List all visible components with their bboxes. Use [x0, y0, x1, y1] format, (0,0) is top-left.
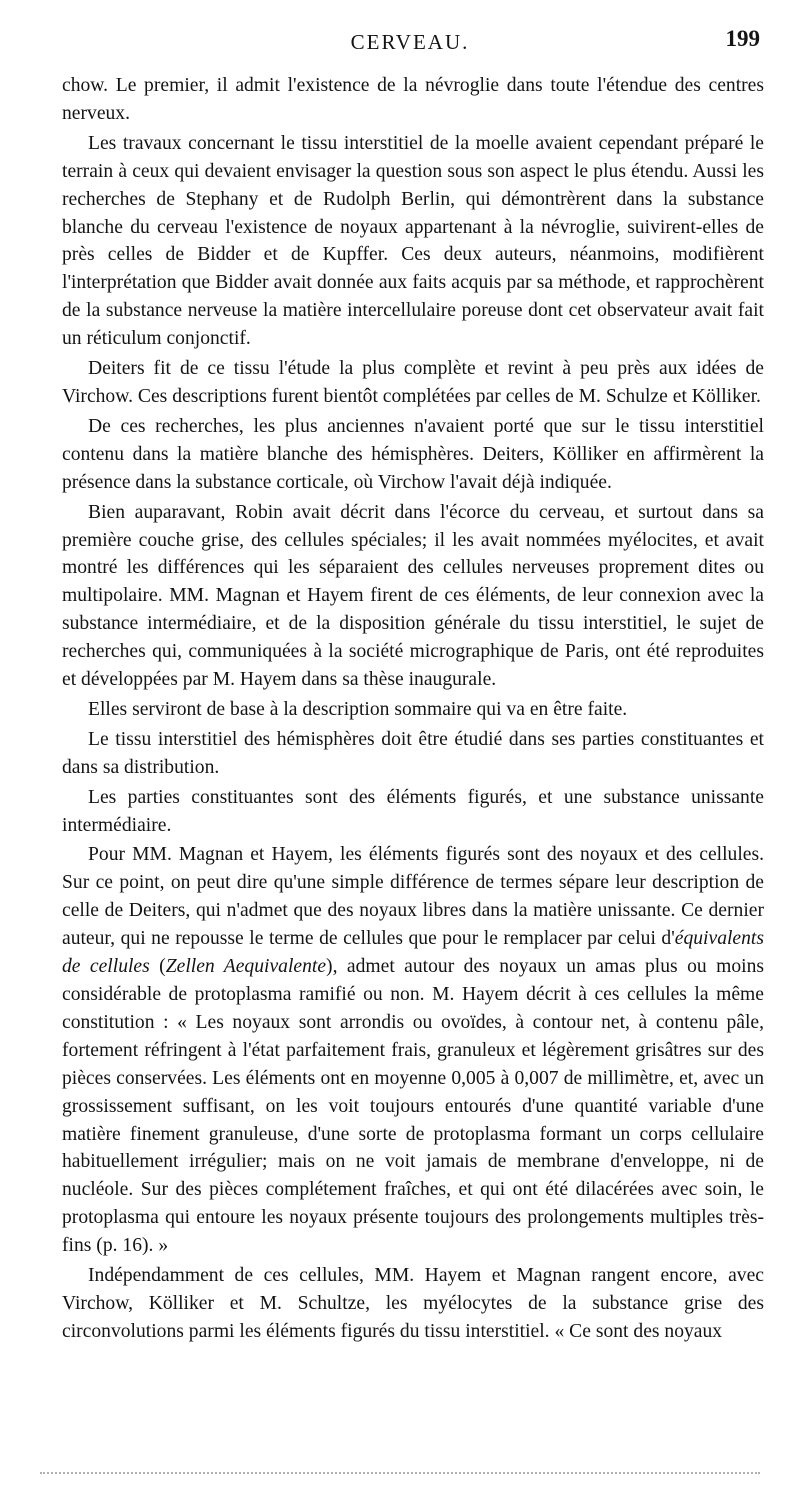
running-title: CERVEAU. — [350, 30, 470, 54]
paragraph-white-matter: De ces recherches, les plus anciennes n'avaient porté que sur le tissu interstitiel contenu dans la matière blanche des hémisphères. Deiters, Kölliker en affirmèrent la présence dans la substance corticale, où Virchow l'avait déjà indiquée. — [62, 415, 764, 493]
paragraph-continued: chow. Le premier, il admit l'existence de la névroglie dans toute l'étendue des centres nerveux. — [62, 75, 764, 124]
paragraph-deiters: Deiters fit de ce tissu l'étude la plus complète et revint à peu près aux idées de Virchow. Ces descriptions furent bientôt complétées par celles de M. Schulze et Kölliker. — [62, 358, 764, 407]
paragraph-study-plan: Le tissu interstitiel des hémisphères doit être étudié dans ses parties constituantes et dans sa distribution. — [62, 728, 764, 778]
running-head — [60, 26, 760, 60]
paragraph-robin: Bien auparavant, Robin avait décrit dans l'écorce du cerveau, et surtout dans sa première couche grise, des cellules spéciales; il les avait nommées myélocites, et avait montré les différences qui les séparaient des cellules nerveuses proprement dites ou multipolaire. MM. Magnan et Hayem firent de ces éléments, de leur connexion avec la substance intermédiaire, et de la disposition générale du tissu interstitiel, le sujet de recherches qui, communiquées à la société micrographique de Paris, ont été reproduites et développées par M. Hayem dans sa thèse inaugurale. — [62, 501, 764, 691]
italic-term-cell-equivalents: équivalents de cellules — [62, 928, 764, 978]
bottom-print-artifact — [40, 1472, 760, 1474]
page-number: 199 — [725, 26, 760, 51]
paragraph-figured-elements-part1: Pour MM. Magnan et Hayem, les éléments figurés sont des noyaux et des cellules. Sur ce point, on peut dire qu'une simple différence de termes sépare leur description de celle de Deiters, qui n'admet que des noyaux libres dans la matière unissante. Ce dernier auteur, qui ne repousse le terme de cellules que pour le remplacer par celui d' — [62, 844, 764, 950]
paragraph-figured-elements-part3: ), admet autour des noyaux un amas plus ou moins considérable de protoplasma ramifié ou non. M. Hayem décrit à ces cellules la même constitution : « Les noyaux sont arrondis ou ovoïdes, à contour net, à contenu pâle, fortement réfringent à l'état parfaitement frais, granuleux et légèrement grisâtres sur des pièces conservées. Les éléments ont en moyenne 0,005 à 0,007 de millimètre, et, avec un grossissement suffisant, on les voit toujours entourés d'une quantité variable d'une matière finement granuleuse, d'une sorte de protoplasma formant un corps cellulaire habituellement irrégulier; mais on ne voit jamais de membrane d'enveloppe, ni de nucléole. Sur des pièces complétement fraîches, et qui ont été dilacérées avec soin, le protoplasma qui entoure les noyaux présente toujours des prolongements multiples très-fins (p. 16). » — [62, 956, 764, 1257]
paragraph-constituents: Les parties constituantes sont des éléments figurés, et une substance unissante intermédiaire. — [62, 786, 764, 836]
paragraph-summary-basis: Elles serviront de base à la description sommaire qui va en être faite. — [88, 698, 628, 720]
italic-term-zellen-aequivalente: Zellen Aequivalente — [165, 956, 327, 978]
paragraph-interstitial-research: Les travaux concernant le tissu interstitiel de la moelle avaient cependant préparé le terrain à ceux qui devaient envisager la question sous son aspect le plus étendu. Aussi les recherches de Stephany et de Rudolph Berlin, qui démontrèrent dans la substance blanche du cerveau l'existence de noyaux appartenant à la névroglie, suivirent-elles de près celles de Bidder et de Kupffer. Ces deux auteurs, néanmoins, modifièrent l'interprétation que Bidder avait donnée aux faits acquis par sa méthode, et rapprochèrent de la substance nerveuse la matière intercellulaire poreuse dont cet observateur avait fait un réticulum conjonctif. — [62, 132, 764, 350]
paragraph-figured-elements — [62, 841, 764, 1260]
paragraph-figured-elements-part2: ( — [149, 956, 166, 978]
paragraph-myelocytes: Indépendamment de ces cellules, MM. Hayem et Magnan rangent encore, avec Virchow, Kölliker et M. Schultze, les myélocytes de la substance grise des circonvolutions parmi les éléments figurés du tissu interstitiel. « Ce sont des noyaux — [62, 1265, 764, 1342]
body-text — [62, 72, 764, 1348]
